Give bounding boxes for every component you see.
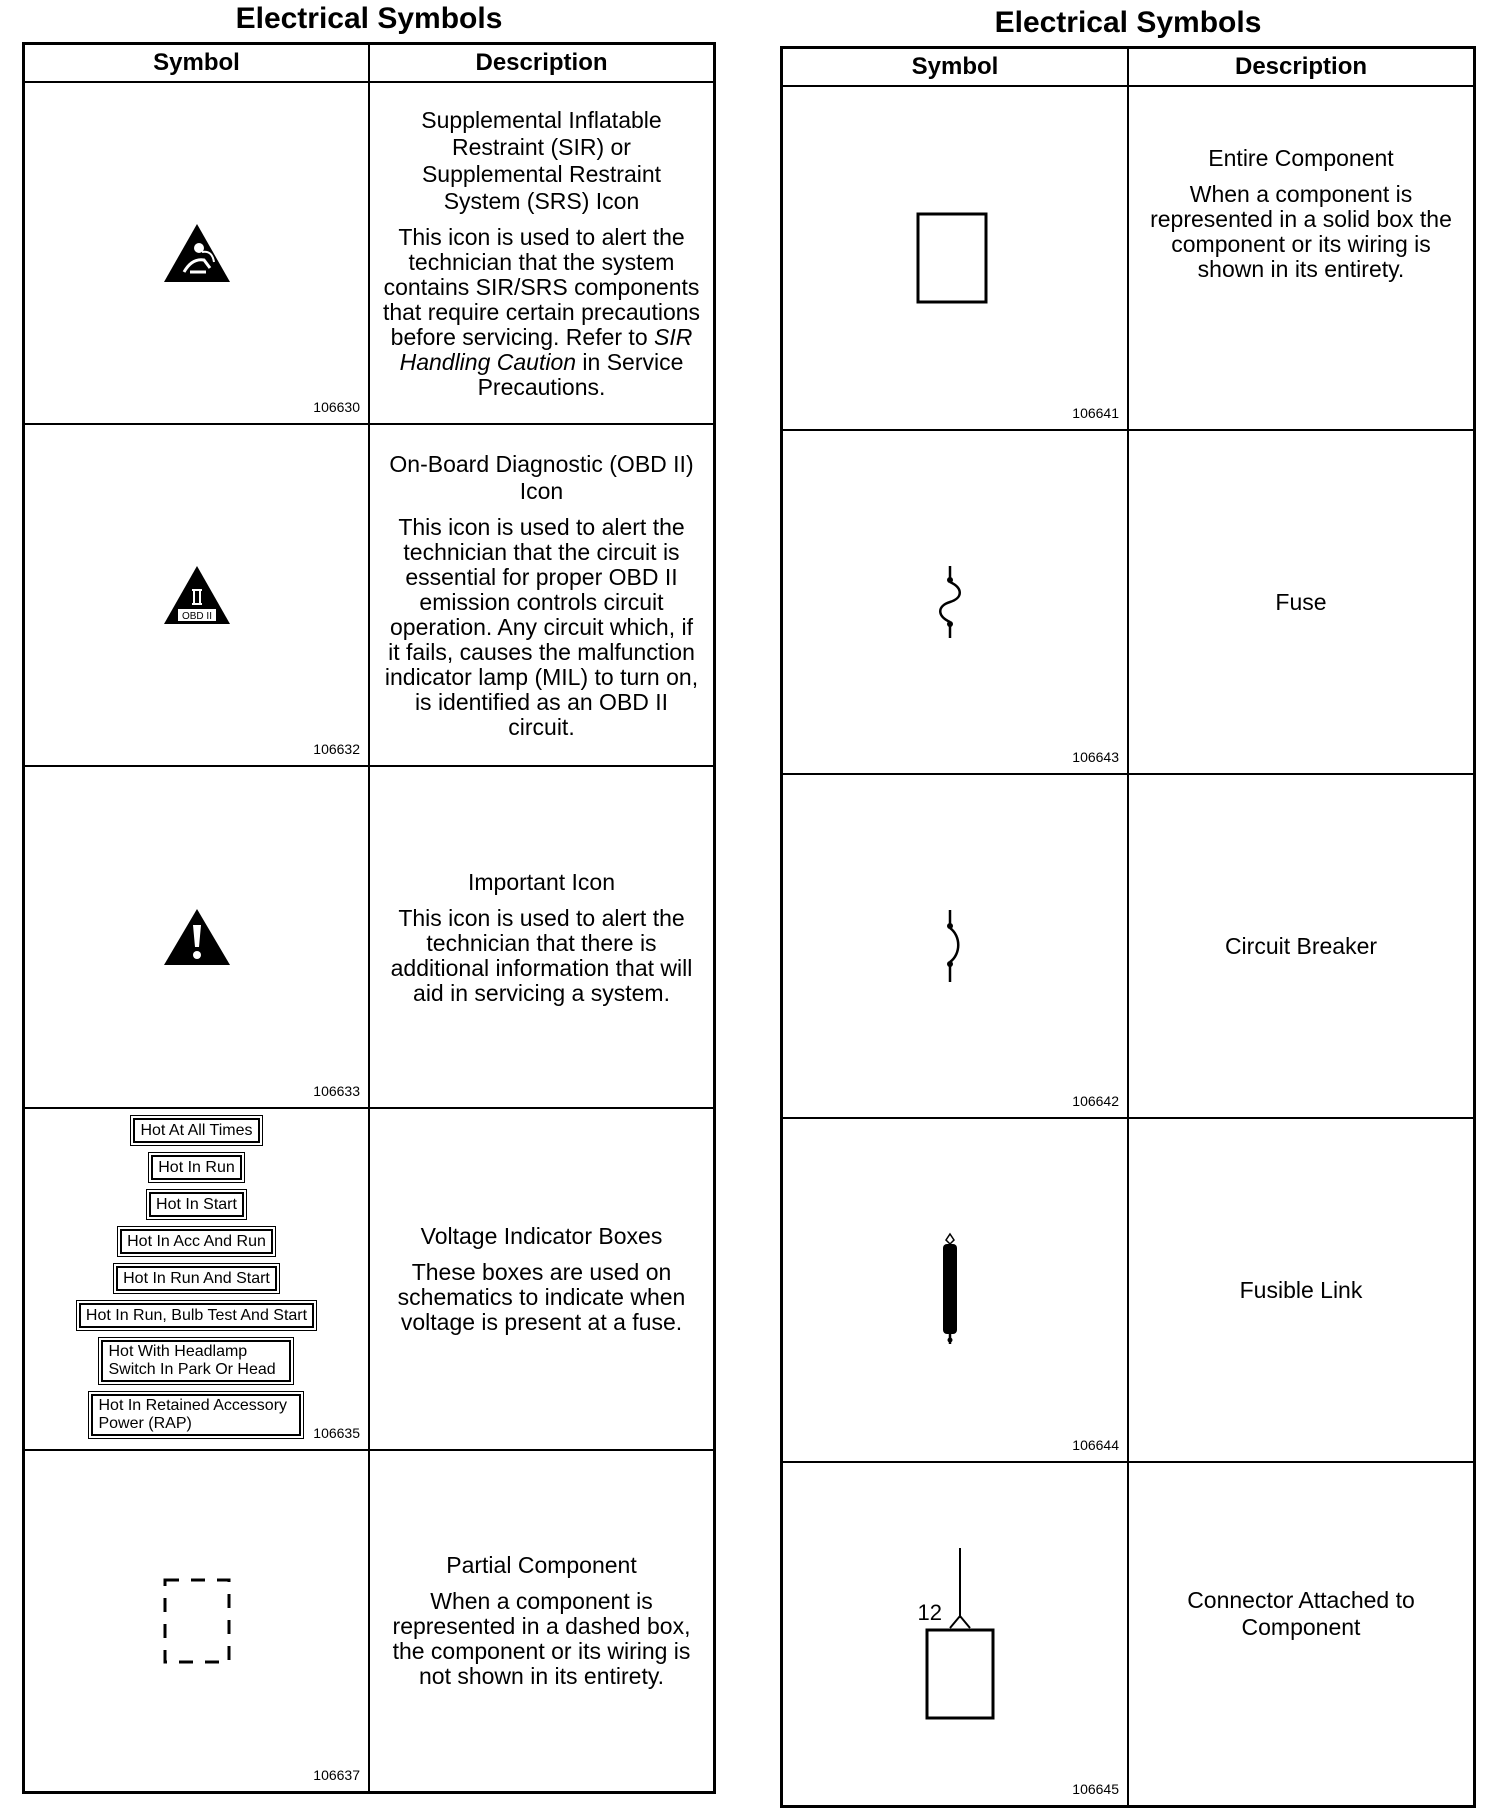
table-row [24,424,715,766]
voltage-box: Hot With Headlamp Switch In Park Or Head [101,1340,291,1382]
symbol-column-header: Symbol [24,44,370,83]
reference-number: 106630 [313,399,360,415]
description-cell [1128,1118,1475,1462]
symbol-cell [24,82,370,424]
voltage-box: Hot In Retained Accessory Power (RAP) [91,1394,301,1436]
description-cell [369,1108,715,1450]
table-row [782,1118,1475,1462]
symbol-cell [782,774,1129,1118]
description-heading: Supplemental Inflatable Restraint (SIR) or Supplemental Restraint System (SRS) Icon [421,106,662,214]
solid-box-icon [914,210,990,306]
fusible-link-icon [935,1232,965,1348]
description-cell [1128,1462,1475,1806]
description-cell [369,424,715,766]
symbol-cell [24,1108,370,1450]
dashed-box-icon [161,1576,233,1666]
description-heading: Fuse [1275,588,1327,615]
table-row [782,774,1475,1118]
description-column-header: Description [1128,48,1475,87]
table-row [24,1450,715,1792]
symbol-cell [24,424,370,766]
description-body: This icon is used to alert the technician that the circuit is essential for proper OBD II emission controls circuit operation. Any circuit which, if it fails, causes the malfunction indicator lamp (MIL) to turn on, is identified as an OBD II circuit. [384,513,699,740]
reference-number: 106632 [313,741,360,757]
reference-number: 106641 [1072,405,1119,421]
description-heading: Important Icon [467,868,616,895]
description-heading: Connector Attached to Component [1187,1586,1415,1640]
sir-airbag-icon [162,222,232,284]
important-warning-icon [162,907,232,967]
table-row [782,1462,1475,1806]
description-cell [369,82,715,424]
description-body: When a component is represented in a dashed box, the component or its wiring is not shown in its entirety. [392,1588,691,1690]
description-body: When a component is represented in a solid box the component or its wiring is shown in its entirety. [1150,180,1452,282]
connector-component-icon [900,1544,1000,1724]
description-cell [369,1450,715,1792]
left-panel [22,0,716,1794]
obd-ii-icon [162,564,232,626]
description-cell [369,766,715,1108]
reference-number: 106633 [313,1083,360,1099]
description-heading: Voltage Indicator Boxes [420,1223,663,1249]
description-body: These boxes are used on schematics to indicate when voltage is present at a fuse. [397,1259,686,1335]
reference-number: 106642 [1072,1093,1119,1109]
voltage-box: Hot In Run [151,1155,241,1180]
reference-number: 106635 [313,1425,360,1441]
table-row [782,86,1475,430]
left-symbols-table [22,42,716,1794]
circuit-breaker-icon [935,906,965,986]
right-panel [780,0,1476,1808]
obd-icon-label: OBD II [181,611,212,622]
voltage-indicator-boxes [79,1115,314,1439]
description-heading: Entire Component [1208,144,1394,171]
left-panel-title: Electrical Symbols [235,2,503,35]
table-row [782,430,1475,774]
symbol-cell [782,1462,1129,1806]
symbol-cell [782,1118,1129,1462]
reference-number: 106645 [1072,1780,1119,1797]
voltage-box: Hot In Start [149,1192,244,1217]
reference-number: 106644 [1072,1437,1119,1453]
table-header [782,48,1475,87]
table-row [24,766,715,1108]
description-column-header: Description [369,44,715,83]
description-heading: On-Board Diagnostic (OBD II) Icon [389,450,694,504]
voltage-box: Hot In Acc And Run [120,1229,273,1254]
table-row [24,82,715,424]
fuse-symbol-icon [935,562,965,642]
voltage-box: Hot In Run And Start [116,1266,277,1291]
voltage-box: Hot In Run, Bulb Test And Start [79,1303,314,1328]
table-header [24,44,715,83]
description-body: This icon is used to alert the technician that the system contains SIR/SRS components that require certain precautions before servicing. Refer to SIR Handling Caution in Service Precautions. [382,223,701,400]
symbol-cell [782,430,1129,774]
symbol-cell [24,766,370,1108]
reference-number: 106643 [1072,749,1119,765]
description-cell [1128,86,1475,430]
description-cell [1128,774,1475,1118]
description-body: This icon is used to alert the technician that there is additional information that will aid in servicing a system. [390,904,693,1006]
description-heading: Fusible Link [1239,1276,1363,1303]
right-panel-title: Electrical Symbols [994,6,1262,39]
description-heading: Circuit Breaker [1224,932,1378,959]
symbol-cell [782,86,1129,430]
symbol-column-header: Symbol [782,48,1129,87]
symbol-cell [24,1450,370,1792]
voltage-box: Hot At All Times [133,1118,259,1143]
reference-number: 106637 [313,1766,360,1783]
right-symbols-table [780,46,1476,1808]
connector-pin-label: 12 [917,1599,942,1625]
description-heading: Partial Component [446,1552,637,1579]
table-row [24,1108,715,1450]
description-cell [1128,430,1475,774]
